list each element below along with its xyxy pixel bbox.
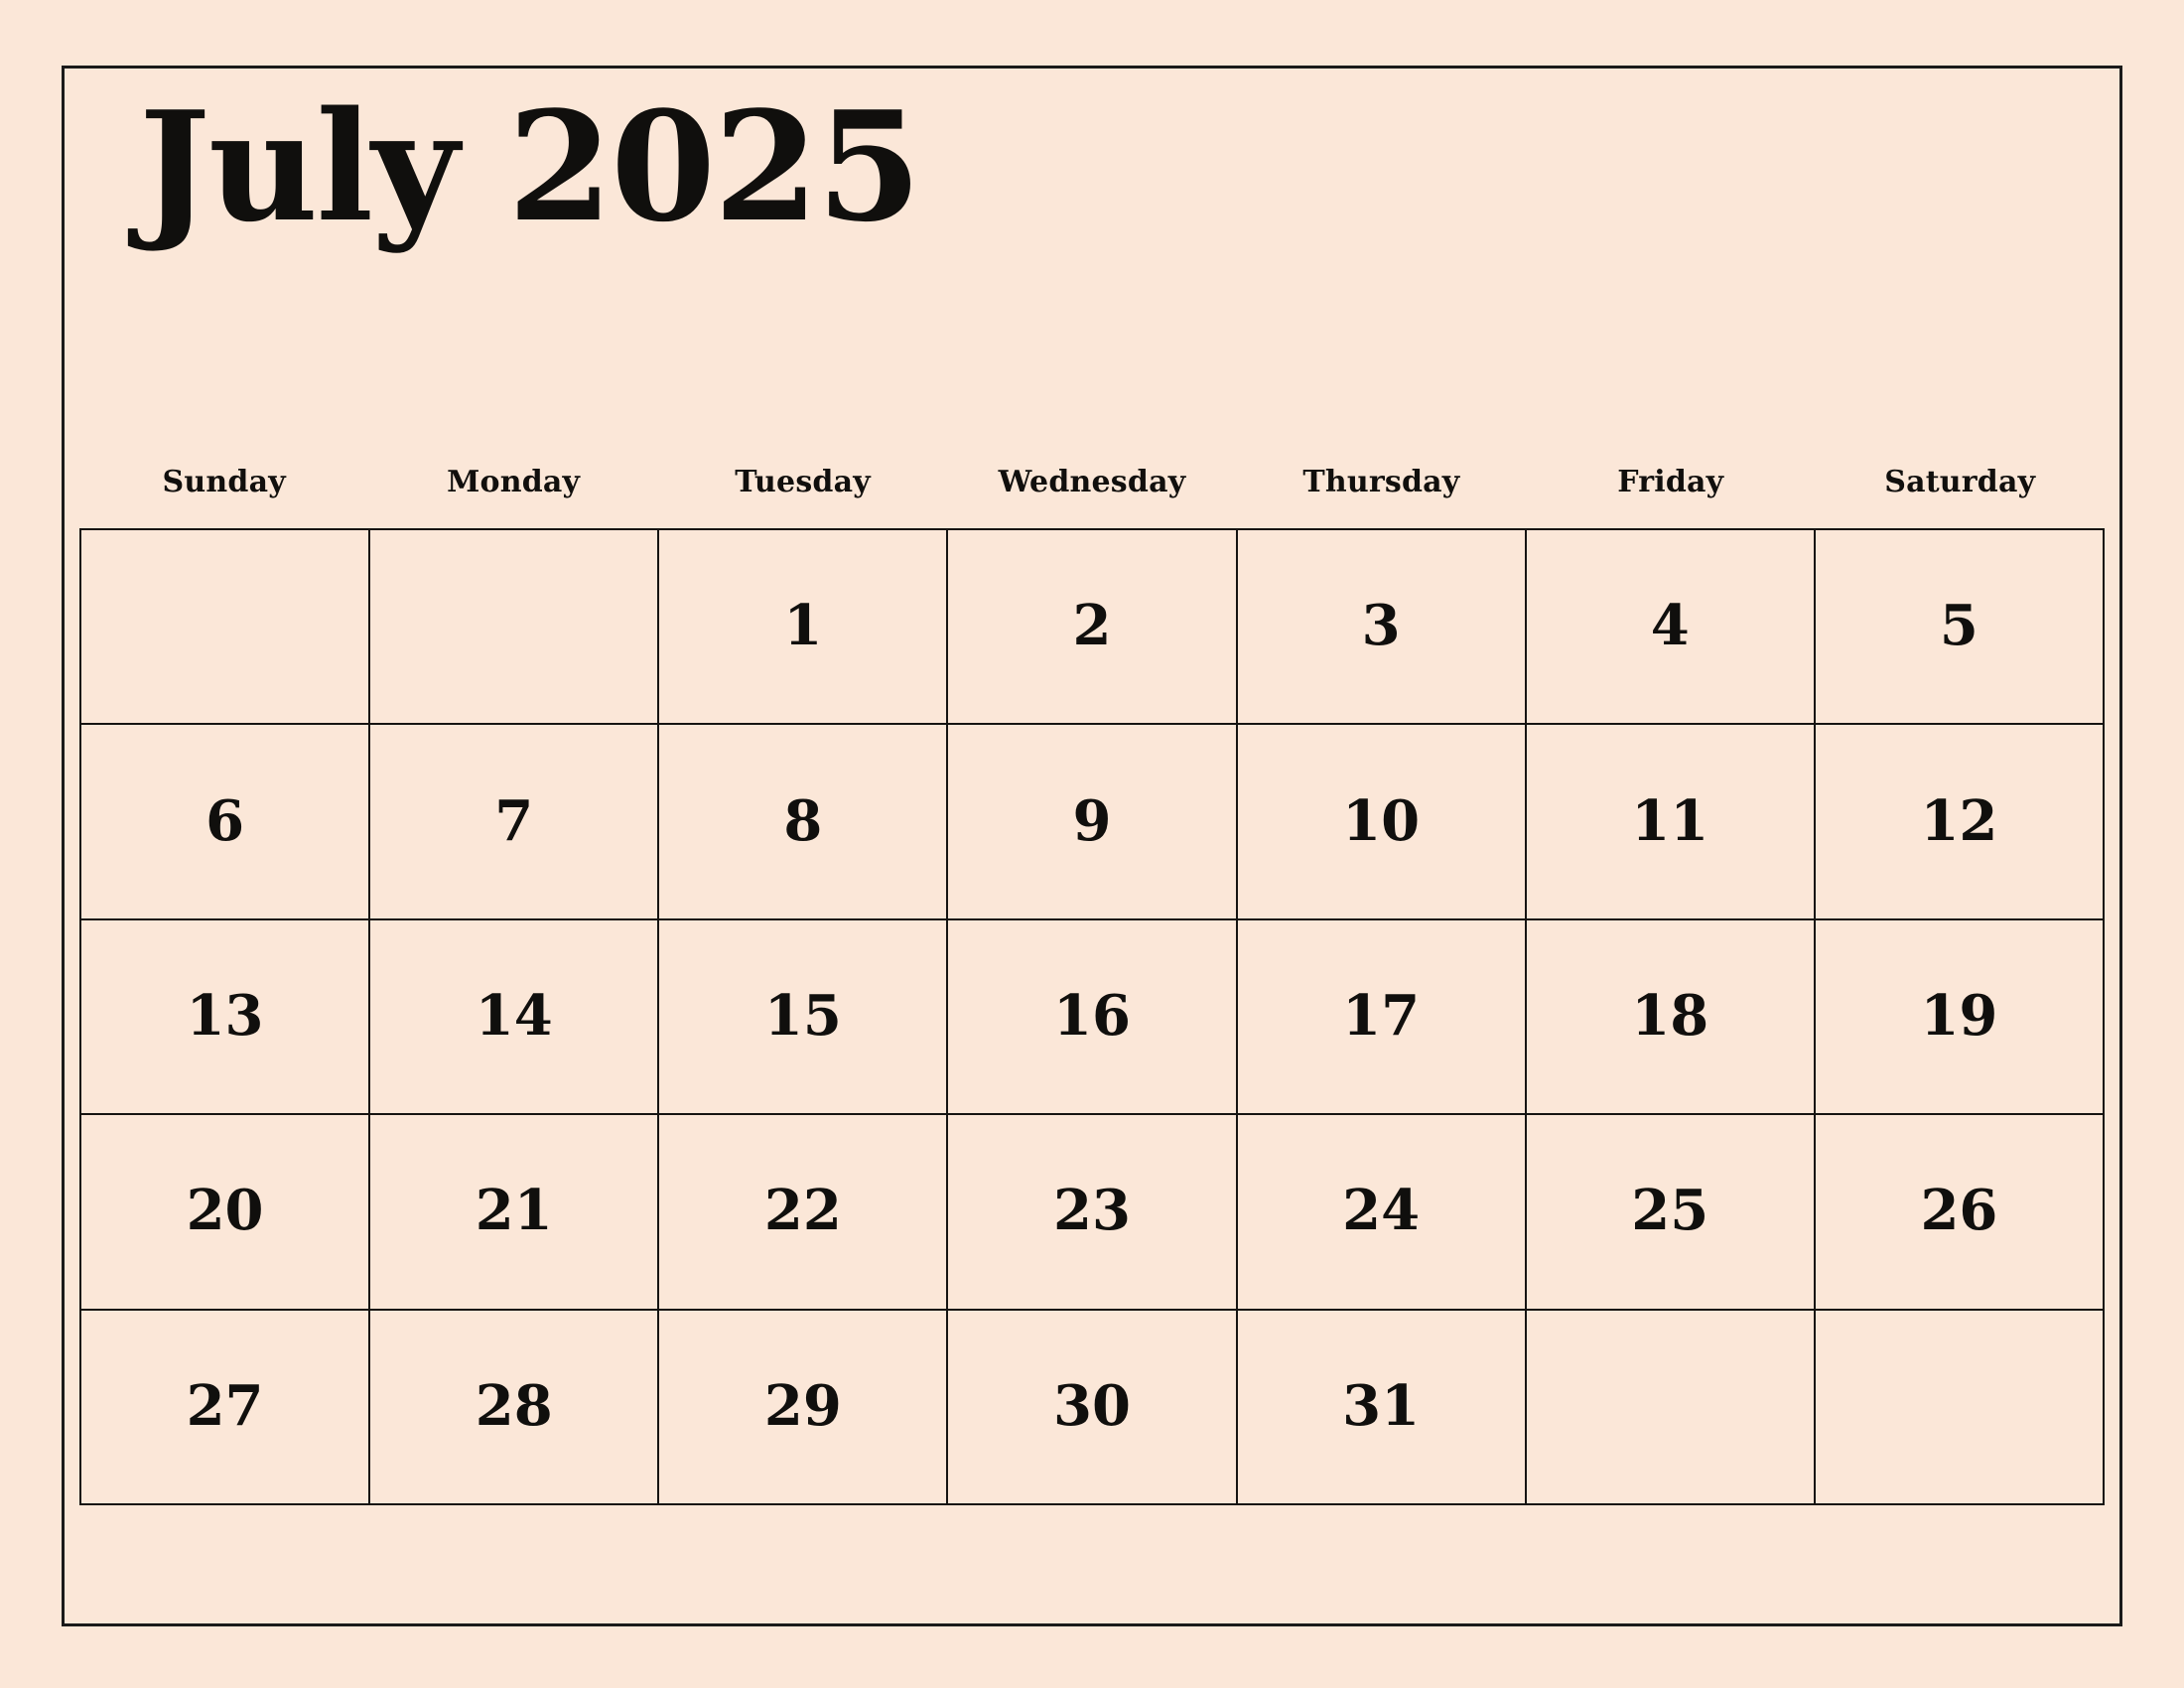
- page-title: July 2025: [139, 77, 920, 255]
- day-cell[interactable]: [659, 920, 948, 1115]
- calendar-week-row: [81, 920, 2105, 1115]
- day-cell[interactable]: [948, 1115, 1237, 1310]
- day-number: 28: [475, 1372, 553, 1439]
- day-number: 5: [1939, 593, 1979, 659]
- weekday-header-wednesday: Wednesday: [998, 465, 1186, 499]
- day-cell[interactable]: [659, 1115, 948, 1310]
- day-number: 29: [763, 1372, 842, 1439]
- day-cell[interactable]: [370, 725, 659, 919]
- day-cell[interactable]: [370, 1311, 659, 1505]
- day-number: 7: [494, 787, 534, 854]
- calendar-grid: [79, 528, 2105, 1505]
- day-cell[interactable]: [370, 1115, 659, 1310]
- calendar-week-row: [81, 725, 2105, 919]
- day-number: 8: [783, 787, 823, 854]
- day-number: 17: [1342, 982, 1421, 1049]
- weekday-header-saturday: Saturday: [1884, 465, 2036, 499]
- day-cell[interactable]: [948, 530, 1237, 725]
- day-number: 2: [1072, 593, 1112, 659]
- day-number: 12: [1920, 787, 1998, 854]
- day-number: 15: [763, 982, 842, 1049]
- day-number: 20: [186, 1178, 264, 1244]
- day-number: 19: [1920, 982, 1998, 1049]
- weekday-header-monday: Monday: [447, 465, 581, 499]
- day-number: 16: [1053, 982, 1131, 1049]
- day-cell[interactable]: [1527, 1115, 1816, 1310]
- weekday-header-row: [79, 465, 2105, 499]
- day-cell[interactable]: [1816, 920, 2105, 1115]
- day-cell[interactable]: [81, 1115, 370, 1310]
- day-cell[interactable]: [1816, 1115, 2105, 1310]
- day-cell[interactable]: [1527, 725, 1816, 919]
- day-cell[interactable]: [948, 725, 1237, 919]
- day-cell[interactable]: [1238, 1311, 1527, 1505]
- day-cell[interactable]: [1816, 1311, 2105, 1505]
- day-number: 25: [1631, 1178, 1709, 1244]
- weekday-header-tuesday: Tuesday: [735, 465, 871, 499]
- weekday-header-thursday: Thursday: [1302, 465, 1460, 499]
- weekday-header-sunday: Sunday: [162, 465, 286, 499]
- calendar-week-row: [81, 1311, 2105, 1505]
- day-cell[interactable]: [659, 725, 948, 919]
- day-number: 26: [1920, 1178, 1998, 1244]
- day-cell[interactable]: [1816, 725, 2105, 919]
- day-cell[interactable]: [1238, 530, 1527, 725]
- day-cell[interactable]: [1527, 530, 1816, 725]
- calendar-week-row: [81, 1115, 2105, 1310]
- day-number: 24: [1342, 1178, 1421, 1244]
- day-cell[interactable]: [659, 530, 948, 725]
- day-number: 13: [186, 982, 264, 1049]
- day-number: 21: [475, 1178, 553, 1244]
- day-number: 9: [1072, 787, 1112, 854]
- day-number: 14: [475, 982, 553, 1049]
- day-cell[interactable]: [659, 1311, 948, 1505]
- day-number: 30: [1053, 1372, 1131, 1439]
- weekday-header-friday: Friday: [1617, 465, 1724, 499]
- day-cell[interactable]: [1527, 920, 1816, 1115]
- day-number: 27: [186, 1372, 264, 1439]
- day-cell[interactable]: [1238, 725, 1527, 919]
- day-number: 31: [1342, 1372, 1421, 1439]
- day-cell[interactable]: [370, 920, 659, 1115]
- day-cell[interactable]: [948, 1311, 1237, 1505]
- day-number: 22: [763, 1178, 842, 1244]
- day-number: 18: [1631, 982, 1709, 1049]
- day-cell[interactable]: [81, 530, 370, 725]
- day-cell[interactable]: [1816, 530, 2105, 725]
- day-number: 3: [1361, 593, 1401, 659]
- day-cell[interactable]: [1238, 1115, 1527, 1310]
- day-cell[interactable]: [1527, 1311, 1816, 1505]
- calendar-week-row: [81, 530, 2105, 725]
- day-number: 4: [1650, 593, 1690, 659]
- day-number: 11: [1631, 787, 1709, 854]
- day-number: 1: [783, 593, 823, 659]
- day-cell[interactable]: [81, 725, 370, 919]
- day-cell[interactable]: [81, 1311, 370, 1505]
- day-number: 10: [1342, 787, 1421, 854]
- day-cell[interactable]: [1238, 920, 1527, 1115]
- day-cell[interactable]: [81, 920, 370, 1115]
- day-cell[interactable]: [948, 920, 1237, 1115]
- day-cell[interactable]: [370, 530, 659, 725]
- day-number: 6: [205, 787, 245, 854]
- day-number: 23: [1053, 1178, 1131, 1244]
